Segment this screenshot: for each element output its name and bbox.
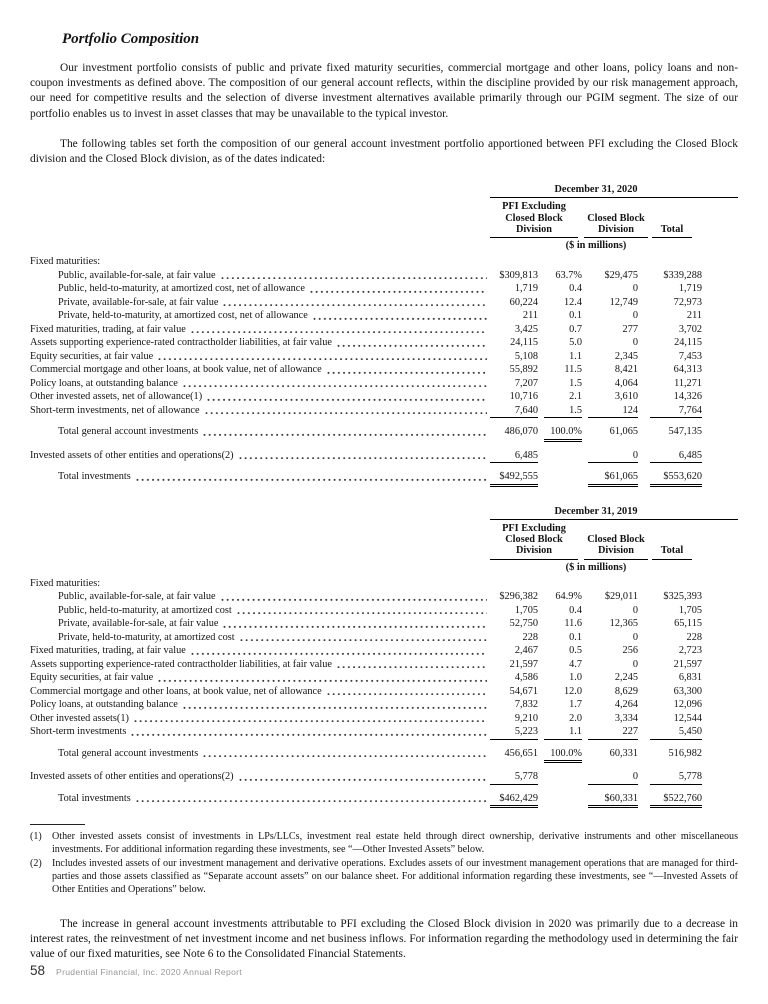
report-name: Prudential Financial, Inc. 2020 Annual Report <box>56 967 242 977</box>
table-row <box>30 404 738 419</box>
row-label: Total general account investments <box>58 426 199 438</box>
footnote-2 <box>30 857 738 896</box>
row-label-cell <box>30 377 490 391</box>
value-pfi-excluding: 1,719 <box>514 283 538 295</box>
row-label-cell <box>30 449 490 464</box>
value-closed-block: 227 <box>588 725 638 740</box>
trailing-spacer <box>702 712 738 726</box>
value-pfi-excluding: 211 <box>522 310 538 322</box>
value-total: 12,096 <box>673 699 702 710</box>
dot-leader <box>327 363 487 377</box>
value-closed-block: $60,331 <box>588 792 638 809</box>
row-label: Fixed maturities, trading, at fair value <box>30 323 186 335</box>
value-closed-block: 4,064 <box>614 377 638 389</box>
row-label: Short-term investments <box>30 726 127 737</box>
value-total: 64,313 <box>673 364 702 376</box>
value-percent: 63.7% <box>555 269 582 281</box>
trailing-spacer <box>702 296 738 310</box>
value-total: 547,135 <box>668 426 702 438</box>
table-row <box>30 698 738 712</box>
column-header-pfi-excluding: PFI Excluding Closed Block Division <box>490 201 578 238</box>
value-percent: 5.0 <box>569 337 582 349</box>
row-label: Private, held-to-maturity, at amortized cost <box>58 631 235 643</box>
trailing-spacer <box>702 770 738 785</box>
value-closed-block: 12,749 <box>609 296 638 308</box>
value-closed-block: 124 <box>588 404 638 419</box>
value-pfi-excluding: 52,750 <box>509 618 538 629</box>
table-date: December 31, 2019 <box>554 505 638 517</box>
dot-leader <box>158 350 487 364</box>
value-total: 72,973 <box>673 296 702 308</box>
dot-leader <box>203 747 487 761</box>
row-label: Private, available-for-sale, at fair value <box>58 296 219 308</box>
value-closed-block: 12,365 <box>609 618 638 629</box>
row-label: Invested assets of other entities and operations(2) <box>30 771 234 782</box>
value-total: 24,115 <box>674 337 702 349</box>
value-percent: 11.5 <box>564 364 582 376</box>
row-label: Total investments <box>58 471 131 483</box>
trailing-spacer <box>702 604 738 618</box>
table-row <box>30 604 738 618</box>
table-section-row <box>30 255 738 269</box>
value-pfi-excluding: $492,555 <box>490 470 538 487</box>
table-row <box>30 792 738 809</box>
value-percent: 100.0% <box>544 425 582 442</box>
value-total: 6,485 <box>650 449 702 464</box>
trailing-spacer <box>702 425 738 442</box>
row-label-cell <box>30 792 490 809</box>
table-row <box>30 449 738 464</box>
page-footer <box>30 963 242 978</box>
column-header-pfi-excluding: PFI Excluding Closed Block Division <box>490 523 578 560</box>
dot-leader <box>158 671 487 685</box>
dot-leader <box>207 390 487 404</box>
row-label: Commercial mortgage and other loans, at book value, net of allowance <box>30 364 322 376</box>
row-label: Other invested assets, net of allowance(1) <box>30 391 203 403</box>
value-closed-block: 61,065 <box>609 426 638 438</box>
row-label-cell <box>30 269 490 283</box>
table-section-row <box>30 577 738 591</box>
footnote-marker: (2) <box>30 858 42 869</box>
value-percent: 100.0% <box>544 747 582 764</box>
row-label: Public, available-for-sale, at fair value <box>58 269 216 281</box>
dot-leader <box>131 725 487 739</box>
value-total: 6,831 <box>678 672 702 683</box>
dot-leader <box>223 296 487 310</box>
column-header-total: Total <box>652 224 692 238</box>
section-title: Portfolio Composition <box>62 31 200 47</box>
row-label-cell <box>30 590 490 604</box>
row-label-cell <box>30 282 490 296</box>
row-label: Public, available-for-sale, at fair value <box>58 591 216 602</box>
dot-leader <box>240 631 487 645</box>
row-label-cell <box>30 296 490 310</box>
table-row <box>30 725 738 740</box>
value-pfi-excluding: 3,425 <box>514 323 538 335</box>
value-total: 65,115 <box>674 618 702 629</box>
value-percent: 0.7 <box>569 323 582 335</box>
value-percent: 2.1 <box>569 391 582 403</box>
trailing-spacer <box>702 747 738 764</box>
row-label-cell <box>30 712 490 726</box>
footnote-marker: (1) <box>30 831 42 842</box>
value-pfi-excluding: 5,108 <box>514 350 538 362</box>
value-total: $553,620 <box>650 470 702 487</box>
table-row <box>30 323 738 337</box>
table-row <box>30 590 738 604</box>
value-total: 211 <box>686 310 702 322</box>
table-row <box>30 747 738 764</box>
row-label: Assets supporting experience-rated contractholder liabilities, at fair value <box>30 658 332 670</box>
trailing-spacer <box>702 323 738 337</box>
dot-leader <box>221 269 487 283</box>
value-total: $339,288 <box>663 269 702 281</box>
trailing-spacer <box>702 470 738 487</box>
value-percent: 0.1 <box>569 631 582 643</box>
row-label: Fixed maturities: <box>30 256 101 268</box>
trailing-spacer <box>702 269 738 283</box>
value-closed-block: 0 <box>632 631 638 643</box>
row-label-cell <box>30 770 490 785</box>
trailing-spacer <box>702 309 738 323</box>
row-label-cell <box>30 577 738 591</box>
table-row <box>30 377 738 391</box>
value-percent <box>544 470 582 487</box>
intro-paragraph-1: Our investment portfolio consists of public and private fixed maturity securities, commercial mortgage and other loans, policy loans and non-coupon investments as defined above. The composition of our general account reflects, within the discipline provided by our risk management approach, our need for competitive results and the selection of diverse investment alternatives available primarily through our PGIM segment. The size of our portfolio enables us to invest in asset classes that may be unavailable to the typical investor. <box>30 62 738 120</box>
row-label: Other invested assets(1) <box>30 712 129 724</box>
table-row <box>30 363 738 377</box>
value-percent <box>544 449 582 464</box>
value-total: 2,723 <box>678 645 702 656</box>
value-pfi-excluding: 6,485 <box>490 449 538 464</box>
value-pfi-excluding: 486,070 <box>504 426 538 438</box>
trailing-spacer <box>702 617 738 631</box>
value-percent: 0.5 <box>569 645 582 656</box>
value-pfi-excluding: 456,651 <box>504 747 538 759</box>
value-percent: 0.4 <box>569 604 582 616</box>
value-pfi-excluding: 24,115 <box>510 337 538 349</box>
table-row <box>30 296 738 310</box>
row-label: Total investments <box>58 792 131 804</box>
value-percent: 1.7 <box>569 699 582 710</box>
dot-leader <box>203 425 487 439</box>
value-total: 63,300 <box>673 685 702 697</box>
trailing-spacer <box>702 685 738 699</box>
row-label-cell <box>30 747 490 764</box>
trailing-spacer <box>702 658 738 672</box>
trailing-spacer <box>702 671 738 685</box>
row-label: Fixed maturities: <box>30 577 101 589</box>
dot-leader <box>237 604 487 618</box>
trailing-spacer <box>702 449 738 464</box>
value-pfi-excluding: $296,382 <box>499 591 538 602</box>
value-closed-block: 8,629 <box>614 685 638 697</box>
value-closed-block: 0 <box>632 283 638 295</box>
value-closed-block: 60,331 <box>609 747 638 759</box>
column-header-closed-block: Closed Block Division <box>584 213 648 239</box>
value-pfi-excluding: $309,813 <box>499 269 538 281</box>
row-label-cell <box>30 725 490 740</box>
dot-leader <box>183 377 487 391</box>
row-label: Public, held-to-maturity, at amortized cost <box>58 604 232 616</box>
row-label: Equity securities, at fair value <box>30 350 154 362</box>
value-percent: 1.1 <box>544 725 582 740</box>
value-total: 516,982 <box>668 747 702 759</box>
value-closed-block: 0 <box>632 337 638 349</box>
dot-leader <box>134 712 487 726</box>
trailing-spacer <box>702 282 738 296</box>
row-label: Public, held-to-maturity, at amortized cost, net of allowance <box>58 283 305 295</box>
dot-leader <box>191 323 487 337</box>
value-closed-block: 2,345 <box>614 350 638 362</box>
trailing-spacer <box>702 590 738 604</box>
dot-leader <box>239 770 487 784</box>
value-percent: 1.5 <box>569 377 582 389</box>
row-label-cell <box>30 363 490 377</box>
trailing-spacer <box>702 698 738 712</box>
value-total: 14,326 <box>673 391 702 403</box>
value-closed-block: $29,011 <box>604 591 638 602</box>
value-closed-block: 0 <box>588 449 638 464</box>
value-pfi-excluding: $462,429 <box>490 792 538 809</box>
table-row <box>30 350 738 364</box>
table-row <box>30 712 738 726</box>
row-label-cell <box>30 698 490 712</box>
row-label-cell <box>30 617 490 631</box>
trailing-spacer <box>702 336 738 350</box>
row-label: Assets supporting experience-rated contractholder liabilities, at fair value <box>30 337 332 349</box>
row-label: Private, available-for-sale, at fair value <box>58 618 219 629</box>
value-pfi-excluding: 55,892 <box>509 364 538 376</box>
table-date: December 31, 2020 <box>554 184 638 196</box>
value-total: 1,705 <box>678 604 702 616</box>
trailing-spacer <box>702 725 738 740</box>
value-pfi-excluding: 1,705 <box>514 604 538 616</box>
footnote-divider <box>30 824 85 825</box>
row-label-cell <box>30 425 490 442</box>
value-pfi-excluding: 2,467 <box>514 645 538 656</box>
table-row <box>30 658 738 672</box>
value-pfi-excluding: 10,716 <box>509 391 538 403</box>
table-row <box>30 309 738 323</box>
trailing-spacer <box>702 350 738 364</box>
value-percent: 11.6 <box>564 618 582 629</box>
dot-leader <box>183 698 487 712</box>
row-label-cell <box>30 685 490 699</box>
value-total: 228 <box>686 631 702 643</box>
value-pfi-excluding: 4,586 <box>514 672 538 683</box>
dot-leader <box>337 658 487 672</box>
table-row <box>30 470 738 487</box>
closing-paragraph: The increase in general account investments attributable to PFI excluding the Closed Block division in 2020 was primarily due to a decrease in interest rates, the reinvestment of net investment income and net business inflows. For information regarding the methodology used in determining the fair value of our fixed maturities, see Note 6 to the Consolidated Financial Statements. <box>30 918 738 961</box>
value-total: 7,453 <box>678 350 702 362</box>
value-closed-block: 3,610 <box>614 391 638 403</box>
trailing-spacer <box>702 631 738 645</box>
dot-leader <box>310 282 487 296</box>
row-label-cell <box>30 255 738 269</box>
dot-leader <box>191 644 487 658</box>
value-total: 5,450 <box>650 725 702 740</box>
trailing-spacer <box>702 363 738 377</box>
trailing-spacer <box>702 792 738 809</box>
column-headers <box>490 523 738 560</box>
row-label-cell <box>30 323 490 337</box>
footnote-text: Includes invested assets of our investment management and derivative operations. Excludes assets of our investment management operations that are managed for third-parties and those assets classified as “Separate account assets” on our balance sheet. For additional information regarding these investments, see “—Invested Assets of Other Entities and Operations” below. <box>52 858 738 895</box>
value-percent: 12.4 <box>563 296 582 308</box>
intro-paragraph-2: The following tables set forth the composition of our general account investment portfolio apportioned between PFI excluding the Closed Block division and the Closed Block division, as of the dates indicated: <box>30 137 738 166</box>
footnote-text: Other invested assets consist of investments in LPs/LLCs, investment real estate held through direct ownership, derivative instruments and other miscellaneous investments. For additional information regarding these investments, see “—Other Invested Assets” below. <box>52 831 738 855</box>
value-closed-block: 0 <box>588 770 638 785</box>
value-percent <box>544 792 582 809</box>
row-label: Short-term investments, net of allowance <box>30 404 200 416</box>
row-label-cell <box>30 470 490 487</box>
value-total: $522,760 <box>650 792 702 809</box>
portfolio-table-2019 <box>30 506 738 808</box>
value-total: 1,719 <box>678 283 702 295</box>
trailing-spacer <box>702 644 738 658</box>
dot-leader <box>313 309 487 323</box>
table-body-2019 <box>30 577 738 809</box>
table-body-2020 <box>30 255 738 487</box>
value-percent: 2.0 <box>569 712 582 724</box>
value-closed-block: 4,264 <box>614 699 638 710</box>
row-label: Invested assets of other entities and operations(2) <box>30 449 234 461</box>
value-pfi-excluding: 21,597 <box>509 658 538 670</box>
value-percent: 0.1 <box>569 310 582 322</box>
value-percent: 12.0 <box>563 685 582 697</box>
table-row <box>30 390 738 404</box>
table-row <box>30 336 738 350</box>
value-percent: 4.7 <box>569 658 582 670</box>
row-label: Policy loans, at outstanding balance <box>30 377 178 389</box>
row-label-cell <box>30 404 490 419</box>
value-total: 5,778 <box>650 770 702 785</box>
table-row <box>30 671 738 685</box>
value-percent: 0.4 <box>569 283 582 295</box>
table-row <box>30 617 738 631</box>
units-label: ($ in millions) <box>565 561 627 573</box>
table-row <box>30 282 738 296</box>
value-total: 12,544 <box>673 712 702 724</box>
row-label-cell <box>30 350 490 364</box>
row-label-cell <box>30 336 490 350</box>
row-label-cell <box>30 644 490 658</box>
value-closed-block: 277 <box>622 323 638 335</box>
value-closed-block: 256 <box>622 645 638 656</box>
dot-leader <box>223 617 487 631</box>
value-closed-block: 0 <box>632 310 638 322</box>
table-date-rule <box>490 506 738 520</box>
row-label-cell <box>30 631 490 645</box>
value-pfi-excluding: 7,640 <box>490 404 538 419</box>
row-label: Fixed maturities, trading, at fair value <box>30 645 186 656</box>
dot-leader <box>337 336 487 350</box>
value-closed-block: 0 <box>632 604 638 616</box>
value-percent: 1.1 <box>569 350 582 362</box>
value-total: 21,597 <box>673 658 702 670</box>
value-percent: 1.5 <box>544 404 582 419</box>
footnote-1 <box>30 830 738 856</box>
value-pfi-excluding: 5,223 <box>490 725 538 740</box>
dot-leader <box>327 685 487 699</box>
value-total: 3,702 <box>678 323 702 335</box>
table-header-2020 <box>30 184 738 251</box>
value-pfi-excluding: 54,671 <box>509 685 538 697</box>
row-label-cell <box>30 309 490 323</box>
trailing-spacer <box>702 377 738 391</box>
table-row <box>30 770 738 785</box>
column-headers <box>490 201 738 238</box>
column-header-closed-block: Closed Block Division <box>584 534 648 560</box>
row-label: Equity securities, at fair value <box>30 672 154 683</box>
dot-leader <box>205 404 487 418</box>
table-row <box>30 644 738 658</box>
value-pfi-excluding: 7,832 <box>514 699 538 710</box>
table-header-2019 <box>30 506 738 573</box>
value-pfi-excluding: 9,210 <box>514 712 538 724</box>
value-closed-block: 2,245 <box>614 672 638 683</box>
dot-leader <box>239 449 487 463</box>
dot-leader <box>136 470 487 484</box>
value-pfi-excluding: 7,207 <box>514 377 538 389</box>
value-percent <box>544 770 582 785</box>
value-percent: 64.9% <box>555 591 582 602</box>
row-label-cell <box>30 671 490 685</box>
table-row <box>30 685 738 699</box>
trailing-spacer <box>702 404 738 419</box>
table-date-rule <box>490 184 738 198</box>
row-label: Private, held-to-maturity, at amortized cost, net of allowance <box>58 310 308 322</box>
value-total: 11,271 <box>674 377 702 389</box>
units-label: ($ in millions) <box>565 240 627 252</box>
page-number: 58 <box>30 963 46 978</box>
trailing-spacer <box>702 390 738 404</box>
value-pfi-excluding: 5,778 <box>490 770 538 785</box>
table-row <box>30 425 738 442</box>
table-row <box>30 631 738 645</box>
portfolio-table-2020 <box>30 184 738 486</box>
value-total: 7,764 <box>650 404 702 419</box>
value-total: $325,393 <box>663 591 702 602</box>
dot-leader <box>221 590 487 604</box>
value-closed-block: $61,065 <box>588 470 638 487</box>
row-label: Policy loans, at outstanding balance <box>30 699 178 710</box>
value-closed-block: 0 <box>632 658 638 670</box>
value-closed-block: $29,475 <box>604 269 638 281</box>
value-closed-block: 8,421 <box>614 364 638 376</box>
row-label: Commercial mortgage and other loans, at book value, net of allowance <box>30 685 322 697</box>
table-row <box>30 269 738 283</box>
column-header-total: Total <box>652 545 692 559</box>
value-pfi-excluding: 60,224 <box>509 296 538 308</box>
value-percent: 1.0 <box>569 672 582 683</box>
value-closed-block: 3,334 <box>614 712 638 724</box>
row-label-cell <box>30 390 490 404</box>
row-label-cell <box>30 658 490 672</box>
row-label: Total general account investments <box>58 747 199 759</box>
value-pfi-excluding: 228 <box>522 631 538 643</box>
dot-leader <box>136 792 487 806</box>
row-label-cell <box>30 604 490 618</box>
